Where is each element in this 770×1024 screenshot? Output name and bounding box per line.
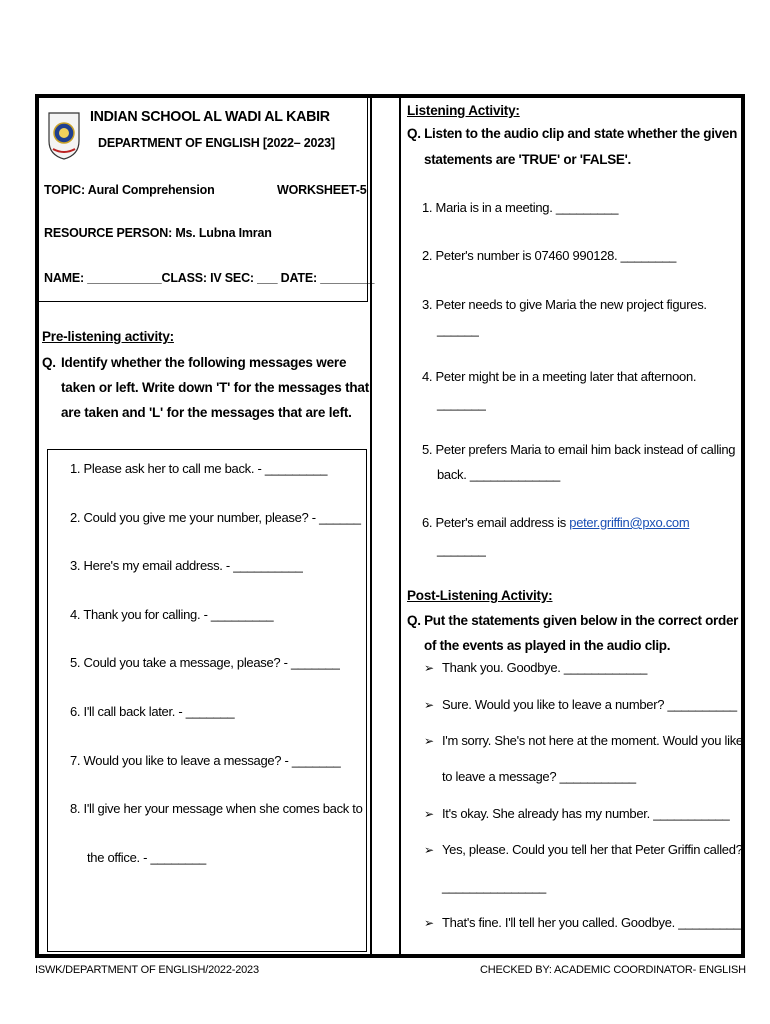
school-name: INDIAN SCHOOL AL WADI AL KABIR (90, 108, 330, 125)
listening-question-line1: Q. Listen to the audio clip and state whether the given (407, 126, 738, 141)
list-item: 4. Thank you for calling. - _________ (70, 607, 274, 622)
arrow-bullet-icon: ➢ (424, 807, 434, 821)
arrow-bullet-icon: ➢ (424, 734, 434, 748)
statement-item: 2. Peter's number is 07460 990128. ________ (422, 248, 677, 263)
answer-blank: _______ (437, 542, 486, 557)
statement-item: 4. Peter might be in a meeting later that afternoon. (422, 369, 697, 384)
student-details-line: NAME: ___________CLASS: IV SEC: ___ DATE: ________ (44, 271, 375, 285)
list-item: 6. I'll call back later. - _______ (70, 704, 235, 719)
statement-item: 1. Maria is in a meeting. _________ (422, 200, 619, 215)
school-logo (47, 111, 81, 161)
listening-title: Listening Activity: (407, 103, 520, 118)
resource-person: RESOURCE PERSON: Ms. Lubna Imran (44, 226, 272, 240)
answer-blank: _______ (437, 396, 486, 411)
post-listening-question-line1: Q. Put the statements given below in the correct order (407, 613, 739, 628)
arrow-bullet-icon: ➢ (424, 698, 434, 712)
list-item: 8. I'll give her your message when she comes back to (70, 801, 363, 816)
pre-listening-title: Pre-listening activity: (42, 329, 174, 344)
statement-item (422, 515, 689, 530)
answer-blank: ______ (437, 322, 479, 337)
list-item-continued: the office. - ________ (87, 850, 206, 865)
topic-label: TOPIC: Aural Comprehension (44, 183, 215, 197)
ordering-item: ➢ It's okay. She already has my number. ___________ (424, 806, 730, 821)
list-item: 1. Please ask her to call me back. - _________ (70, 461, 328, 476)
arrow-bullet-icon: ➢ (424, 661, 434, 675)
footer-left: ISWK/DEPARTMENT OF ENGLISH/2022-2023 (35, 964, 259, 976)
post-listening-title: Post-Listening Activity: (407, 588, 553, 603)
statement-item: 5. Peter prefers Maria to email him back instead of calling (422, 442, 736, 457)
answer-blank: _______________ (442, 879, 546, 894)
ordering-item: ➢ I'm sorry. She's not here at the moment. Would you like (424, 733, 743, 748)
pre-listening-question (42, 350, 370, 426)
post-listening-question-line2: of the events as played in the audio clip. (424, 638, 671, 653)
worksheet-label: WORKSHEET-5 (277, 183, 367, 197)
ordering-item: ➢ Sure. Would you like to leave a number? __________ (424, 697, 737, 712)
question-text: Identify whether the following messages were taken or left. Write down 'T' for the messages that are taken and 'L' for the messages that are left. (61, 355, 370, 420)
statement-item: 3. Peter needs to give Maria the new project figures. (422, 297, 707, 312)
column-divider (370, 96, 401, 956)
ordering-item: ➢ That's fine. I'll tell her you called. Goodbye. _________ (424, 915, 741, 930)
arrow-bullet-icon: ➢ (424, 843, 434, 857)
footer-right: CHECKED BY: ACADEMIC COORDINATOR- ENGLISH (480, 964, 746, 976)
list-item: 3. Here's my email address. - __________ (70, 558, 303, 573)
department-title: DEPARTMENT OF ENGLISH [2022– 2023] (98, 136, 335, 150)
ordering-item: ➢ Yes, please. Could you tell her that Peter Griffin called? (424, 842, 743, 857)
statement-text: 6. Peter's email address is (422, 515, 570, 530)
ordering-item-continued: to leave a message? ___________ (442, 769, 636, 784)
ordering-item: ➢ Thank you. Goodbye. ____________ (424, 660, 648, 675)
list-item: 7. Would you like to leave a message? - _______ (70, 753, 341, 768)
email-link[interactable]: peter.griffin@pxo.com (569, 515, 690, 530)
listening-question-line2: statements are 'TRUE' or 'FALSE'. (424, 152, 631, 167)
list-item: 2. Could you give me your number, please? - ______ (70, 510, 361, 525)
arrow-bullet-icon: ➢ (424, 916, 434, 930)
list-item: 5. Could you take a message, please? - _______ (70, 655, 340, 670)
statement-item-continued: back. _____________ (437, 467, 560, 482)
question-number: Q. (42, 355, 56, 370)
